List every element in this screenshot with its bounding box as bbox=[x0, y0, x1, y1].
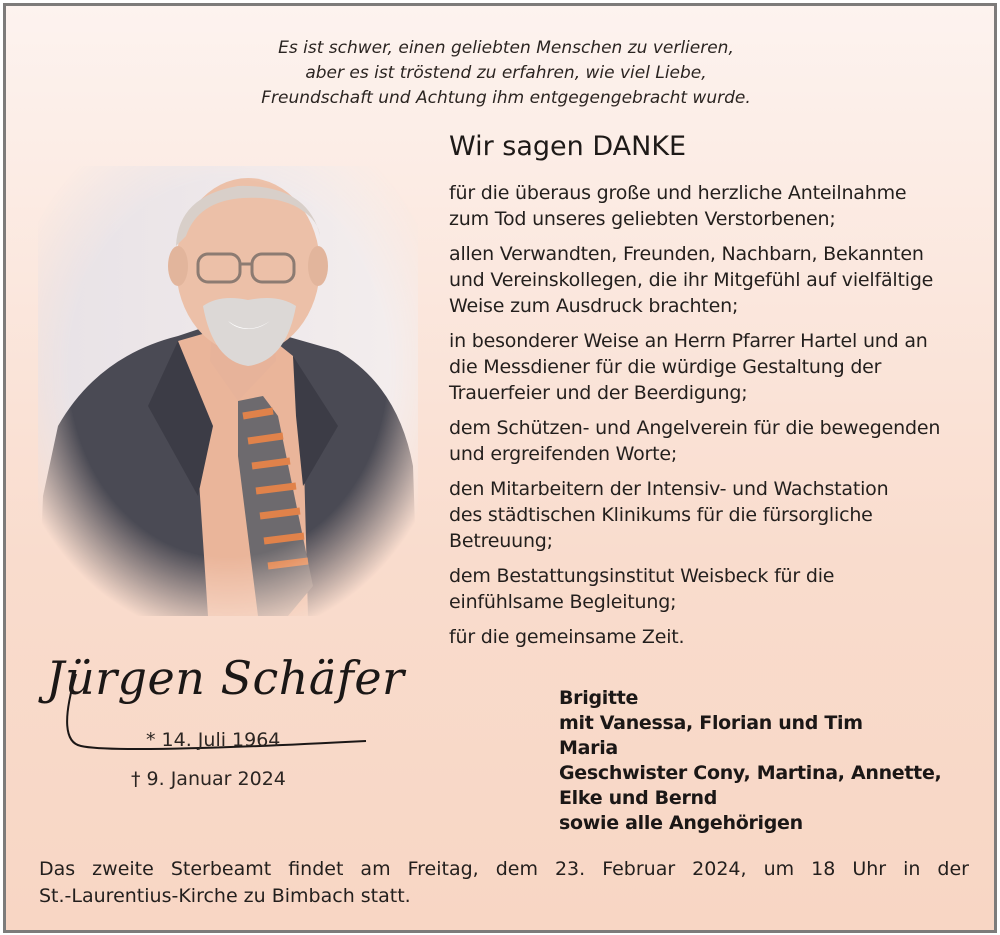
signer-line: Brigitte bbox=[559, 687, 639, 709]
signer-line: Maria bbox=[559, 737, 618, 759]
portrait-photo bbox=[38, 166, 418, 616]
thanks-heading: Wir sagen DANKE bbox=[449, 131, 687, 162]
signer-line: sowie alle Angehörigen bbox=[559, 812, 803, 834]
death-date: † 9. Januar 2024 bbox=[131, 768, 286, 790]
notice-line: Das zweite Sterbeamt findet am Freitag, dem 23. Februar 2024, um 18 Uhr in der bbox=[39, 858, 969, 880]
obituary-card bbox=[3, 3, 997, 933]
signers-list bbox=[559, 686, 941, 836]
thanks-paragraph bbox=[449, 241, 979, 319]
service-notice bbox=[39, 856, 969, 910]
signer-line: mit Vanessa, Florian und Tim bbox=[559, 712, 863, 734]
paragraph-line: dem Schützen- und Angelverein für die bewegenden bbox=[449, 417, 941, 439]
paragraph-line: Trauerfeier und der Beerdigung; bbox=[449, 382, 748, 404]
paragraph-line: für die gemeinsame Zeit. bbox=[449, 626, 685, 648]
thanks-paragraph bbox=[449, 624, 979, 650]
paragraph-line: die Messdiener für die würdige Gestaltung der bbox=[449, 356, 882, 378]
signer-line: Elke und Bernd bbox=[559, 787, 718, 809]
paragraph-line: und Vereinskollegen, die ihr Mitgefühl auf vielfältige bbox=[449, 269, 934, 291]
thanks-paragraph bbox=[449, 563, 979, 615]
thanks-paragraph bbox=[449, 476, 979, 554]
quote-line: aber es ist tröstend zu erfahren, wie viel Liebe, bbox=[305, 63, 707, 83]
paragraph-line: zum Tod unseres geliebten Verstorbenen; bbox=[449, 208, 836, 230]
paragraph-line: einfühlsame Begleitung; bbox=[449, 591, 677, 613]
paragraph-line: den Mitarbeitern der Intensiv- und Wachstation bbox=[449, 478, 889, 500]
paragraph-line: Betreuung; bbox=[449, 530, 553, 552]
thanks-paragraph bbox=[449, 328, 979, 406]
thanks-paragraph bbox=[449, 415, 979, 467]
paragraph-line: dem Bestattungsinstitut Weisbeck für die bbox=[449, 565, 835, 587]
paragraph-line: für die überaus große und herzliche Anteilnahme bbox=[449, 182, 907, 204]
quote-line: Freundschaft und Achtung ihm entgegengebracht wurde. bbox=[261, 88, 751, 108]
deceased-name: Jürgen Schäfer bbox=[46, 651, 405, 705]
paragraph-line: des städtischen Klinikums für die fürsorgliche bbox=[449, 504, 873, 526]
birth-date: * 14. Juli 1964 bbox=[146, 729, 281, 751]
thanks-paragraph bbox=[449, 180, 979, 232]
paragraph-line: in besonderer Weise an Herrn Pfarrer Hartel und an bbox=[449, 330, 928, 352]
paragraph-line: Weise zum Ausdruck brachten; bbox=[449, 295, 739, 317]
paragraph-line: und ergreifenden Worte; bbox=[449, 443, 678, 465]
opening-quote bbox=[206, 36, 806, 111]
signer-line: Geschwister Cony, Martina, Annette, bbox=[559, 762, 942, 784]
thanks-paragraphs bbox=[449, 180, 979, 659]
notice-line: St.-Laurentius-Kirche zu Bimbach statt. bbox=[39, 885, 411, 907]
paragraph-line: allen Verwandten, Freunden, Nachbarn, Bekannten bbox=[449, 243, 924, 265]
quote-line: Es ist schwer, einen geliebten Menschen zu verlieren, bbox=[278, 38, 734, 58]
